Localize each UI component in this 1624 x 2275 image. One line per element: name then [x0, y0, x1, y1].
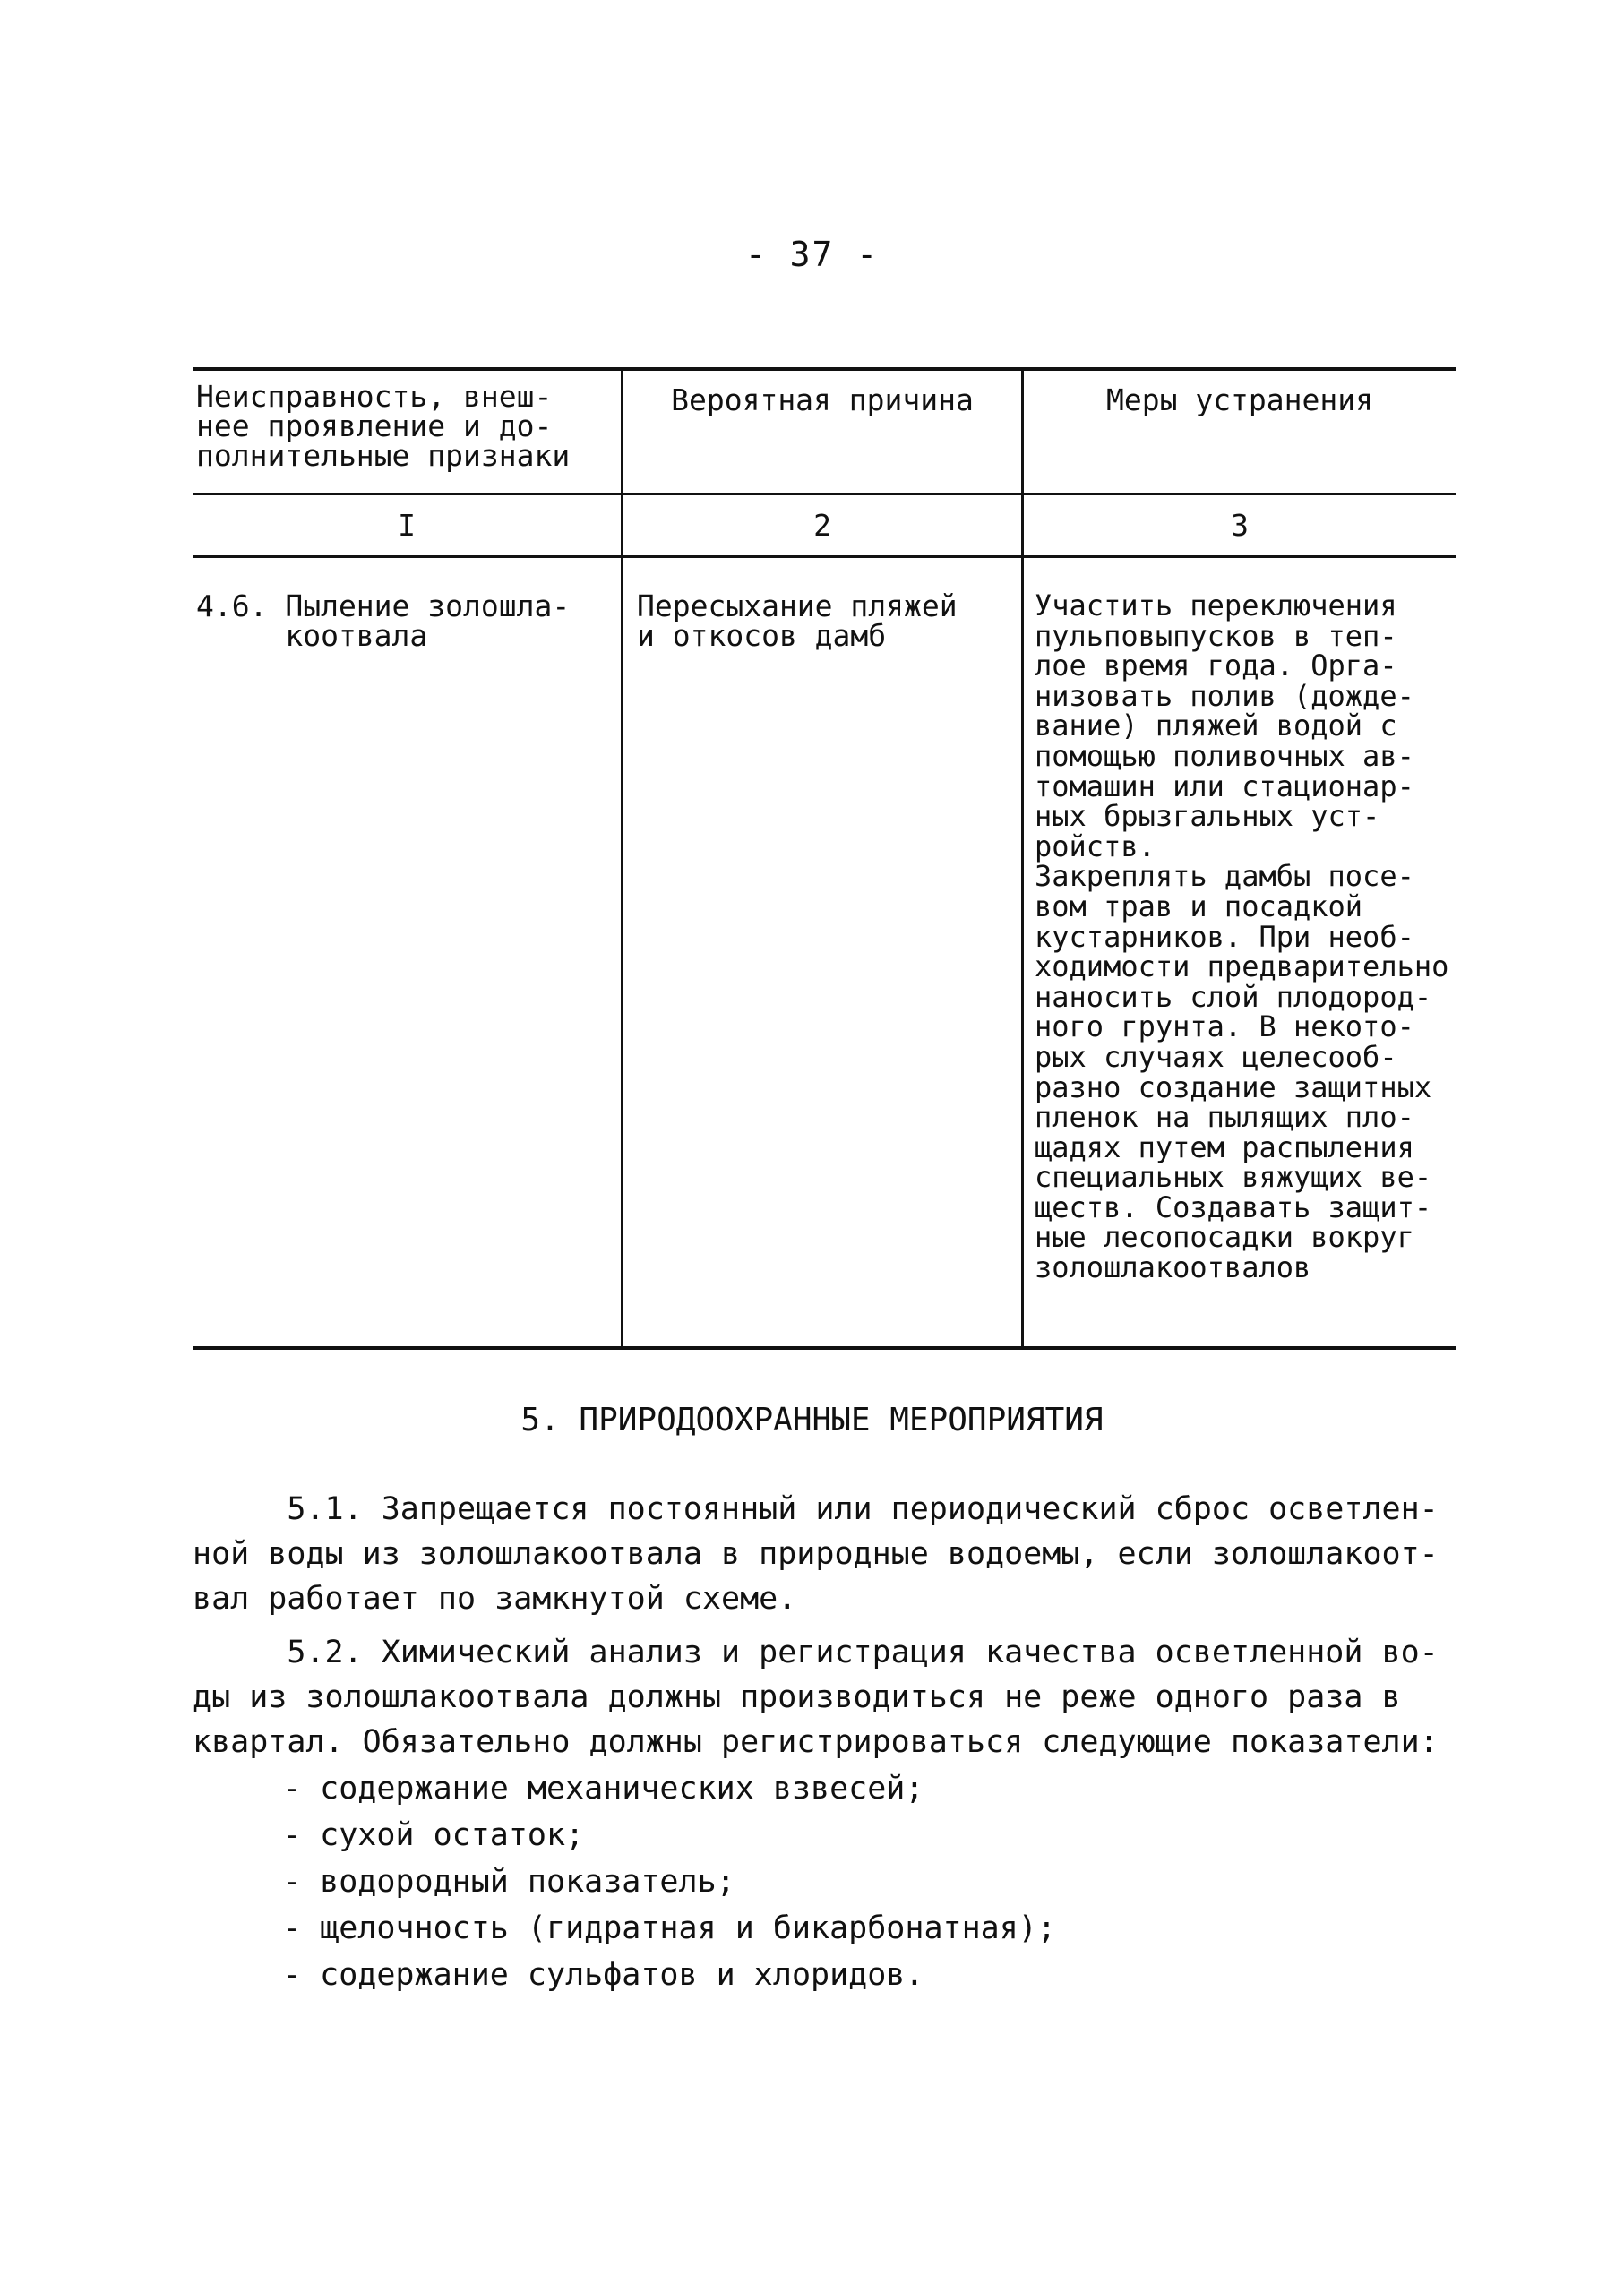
row-cause: Пересыхание пляжей и откосов дамб	[637, 588, 958, 653]
table-bottom-rule	[193, 1346, 1456, 1350]
header-fault: Неисправность, внеш- нее проявление и до- полнительные признаки	[196, 379, 571, 473]
numbers-bottom-rule	[193, 555, 1456, 558]
indicator-list-item: - сухой остаток;	[282, 1817, 585, 1853]
table-top-rule	[193, 367, 1456, 371]
paragraph-5-1: 5.1. Запрещается постоянный или периодический сброс осветлен- ной воды из золошлакоотвала в природные водоемы, если золошлакоот- вал работает по замкнутой схеме.	[193, 1491, 1439, 1617]
header-cause: Вероятная причина	[671, 382, 974, 417]
row-fault: 4.6. Пыление золошла- коотвала	[196, 588, 571, 653]
paragraph-5-2: 5.2. Химический анализ и регистрация качества осветленной во- ды из золошлакоотвала должны производиться не реже одного раза в квартал. Обязательно должны регистрироваться следующие показатели:	[193, 1635, 1439, 1760]
column-number-1: I	[398, 508, 416, 543]
header-bottom-rule	[193, 493, 1456, 495]
column-number-3: 3	[1231, 508, 1249, 543]
header-measures: Меры устранения	[1105, 382, 1373, 417]
page-number: - 37 -	[744, 235, 880, 274]
fault-table	[193, 367, 1456, 1352]
indicator-list-item: - содержание механических взвесей;	[282, 1771, 924, 1807]
section-title: 5. ПРИРОДООХРАННЫЕ МЕРОПРИЯТИЯ	[520, 1402, 1104, 1438]
indicator-list-item: - водородный показатель;	[282, 1864, 735, 1900]
indicator-list-item: - содержание сульфатов и хлоридов.	[282, 1957, 924, 1993]
row-measures: Участить переключения пульповыпусков в теп- лое время года. Орга- низовать полив (дожде- вание) пляжей водой с помощью поливочных ав- томашин или стационар- ных брызгальных уст- ройств. Закреплять дамбы посе- вом трав и посадкой кустарников. При необ- ходимости предварительно наносить слой плодород- ного грунта. В некото- рых случаях целесооб- разно создание защитных пленок на пылящих пло- щадях путем распыления специальных вяжущих ве- ществ. Создавать защит- ные лесопосадки вокруг золошлакоотвалов	[1035, 588, 1449, 1285]
indicator-list-item: - щелочность (гидратная и бикарбонатная);	[282, 1910, 1056, 1946]
column-number-2: 2	[813, 508, 831, 543]
